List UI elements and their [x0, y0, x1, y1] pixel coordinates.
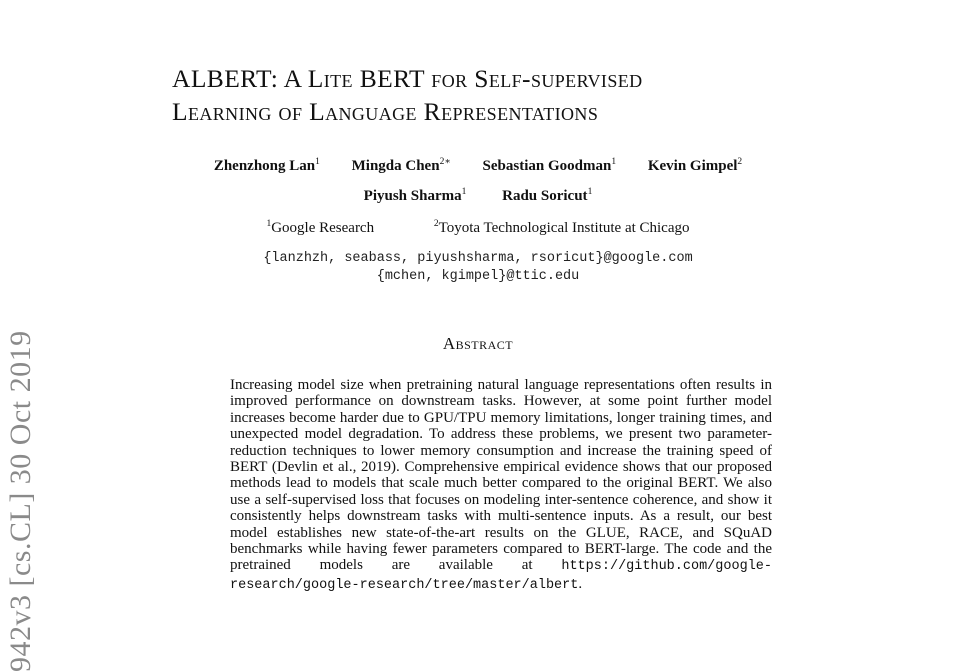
author-name: Piyush Sharma	[363, 188, 462, 204]
code-link[interactable]: https://github.com/google-research/google-research/tree/master/albert	[230, 559, 772, 593]
affiliation-name: Google Research	[271, 220, 375, 236]
author-mark: 2	[737, 157, 743, 167]
affiliation-mark: 2	[433, 219, 439, 229]
author	[648, 158, 742, 175]
abstract-heading: Abstract	[442, 334, 514, 353]
email-line-ttic: {mchen, kgimpel}@ttic.edu	[376, 269, 580, 284]
abstract-body	[230, 377, 772, 594]
author-name: Radu Soricut	[502, 188, 588, 204]
affiliation	[266, 220, 374, 237]
author	[502, 188, 592, 205]
author-row-1	[120, 158, 836, 175]
abstract-end: .	[578, 575, 583, 592]
author-row-2	[120, 188, 836, 205]
author-mark: 2∗	[439, 157, 451, 167]
affiliation	[434, 220, 690, 237]
affiliation-mark: 1	[266, 219, 272, 229]
author	[483, 158, 617, 175]
author	[214, 158, 320, 175]
email-line-google: {lanzhzh, seabass, piyushsharma, rsoricut}@google.com	[263, 251, 693, 266]
title-line-2: Learning of Language Representations	[172, 97, 599, 126]
affiliation-name: Toyota Technological Institute at Chicago	[438, 220, 690, 236]
title-line-1: ALBERT: A Lite BERT for Self-supervised	[172, 64, 643, 93]
author-mark: 1	[315, 157, 320, 167]
affiliations	[120, 220, 836, 237]
author-mark: 1	[611, 157, 617, 167]
author-name: Zhenzhong Lan	[213, 158, 316, 174]
author-name: Sebastian Goodman	[482, 158, 612, 174]
author-mark: 1	[587, 187, 593, 197]
author	[352, 158, 451, 175]
author-name: Kevin Gimpel	[647, 158, 738, 174]
abstract-text: Increasing model size when pretraining natural language representations often results in improved performance on downstream tasks. However, at some point further model increases become harder due to GPU/TPU memory limitations, longer training times, and unexpected model degradation. To address these problems, we present two parameter-reduction techniques to lower memory consumption and increase the training speed of BERT (Devlin et al., 2019). Comprehensive empirical evidence shows that our proposed methods lead to models that scale much better compared to the original BERT. We also use a self-supervised loss that focuses on modeling inter-sentence coherence, and show it consistently helps downstream tasks with multi-sentence inputs. As a result, our best model establishes new state-of-the-art results on the GLUE, RACE, and SQuAD benchmarks while having fewer parameters compared to BERT-large. The code and the pretrained models are available at	[230, 377, 772, 574]
paper-title	[172, 62, 852, 128]
author-name: Mingda Chen	[351, 158, 440, 174]
author	[364, 188, 467, 205]
arxiv-stamp: 942v3 [cs.CL] 30 Oct 2019	[4, 330, 37, 672]
author-mark: 1	[461, 187, 467, 197]
